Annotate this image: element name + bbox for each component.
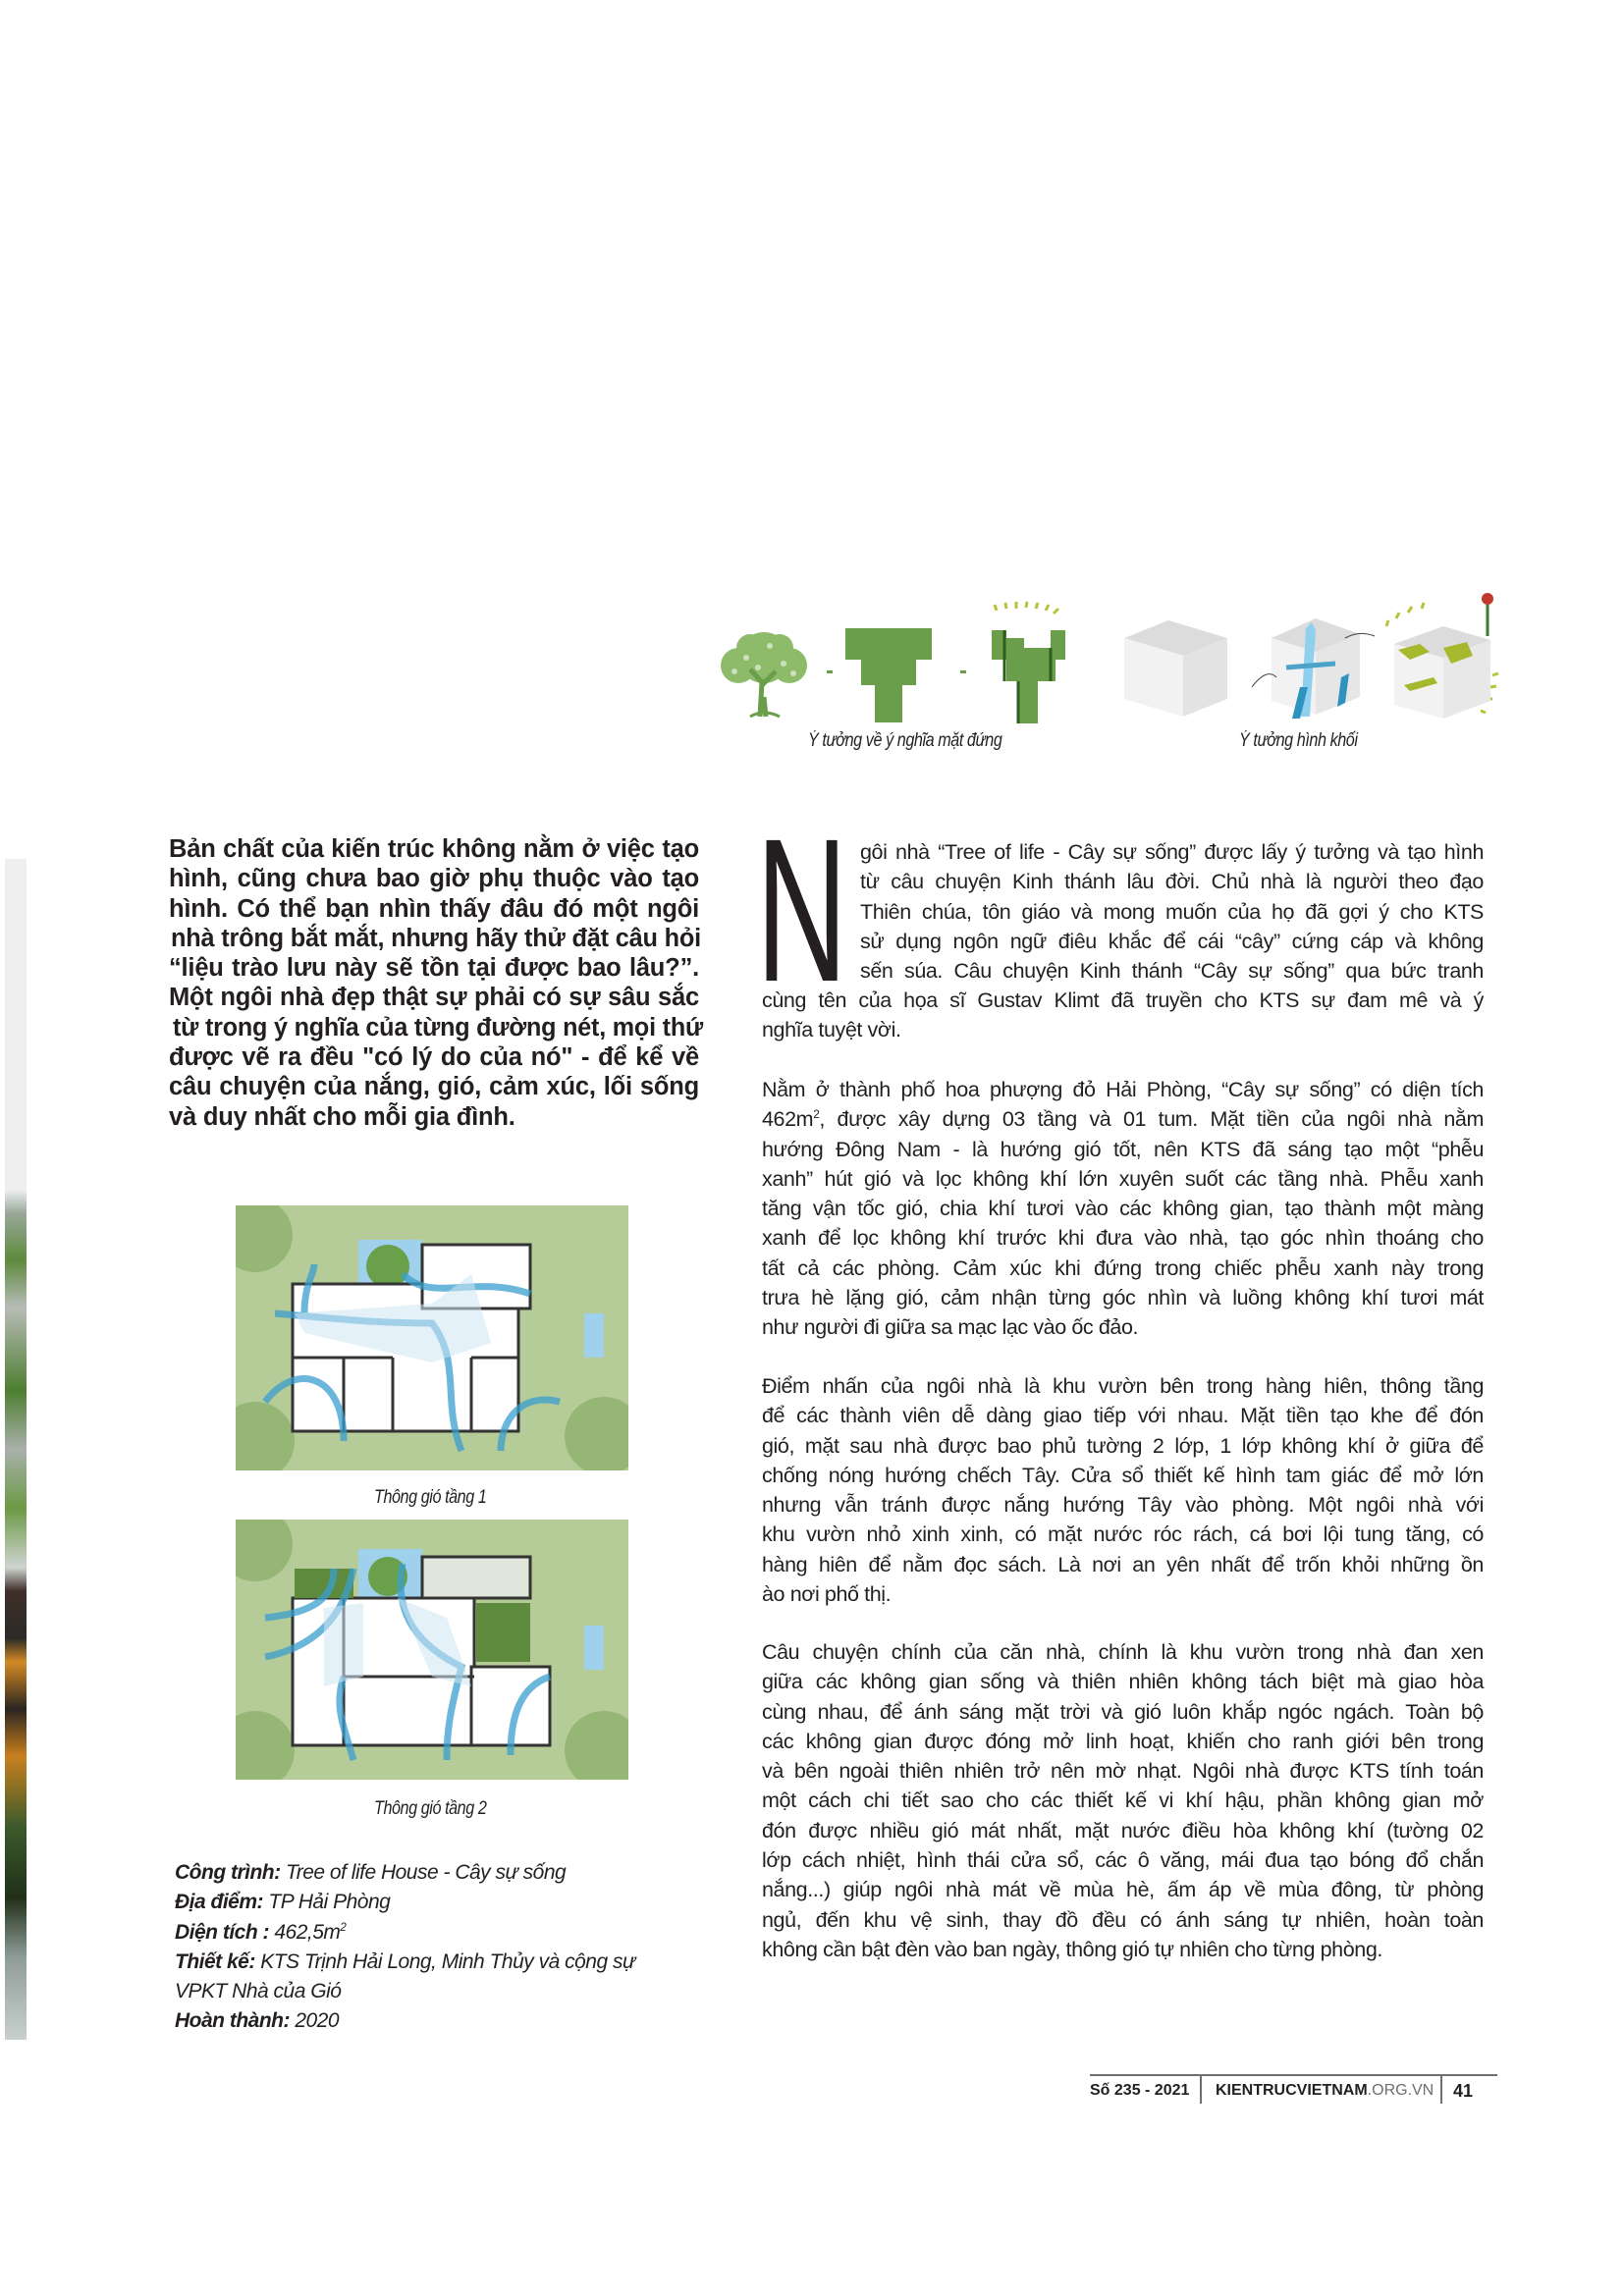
drop-cap: N <box>756 797 848 1025</box>
project-info <box>175 1858 635 2037</box>
article-line: và bên ngoài thiên nhiên trở nên mờ nhạt. Ngôi nhà được KTS tính toán <box>762 1759 1484 1784</box>
tree-illustration <box>711 628 817 721</box>
project-value: Tree of life House - Cây sự sống <box>280 1861 567 1884</box>
article-line: Thiên chúa, tôn giáo và mong muốn của họ đã gợi ý cho KTS <box>860 899 1484 924</box>
article-line: khu vườn nhỏ xinh xinh, có mặt nước róc rách, cá bơi lội tung tăng, có <box>762 1522 1484 1547</box>
article-line: gôi nhà “Tree of life - Cây sự sống” được lấy ý tưởng và tạo hình <box>860 840 1484 864</box>
article-line: cùng nhau, để ánh sáng mặt trời và gió luôn khắp ngóc ngách. Toàn bộ <box>762 1699 1484 1724</box>
article-line: nghĩa tuyệt vời. <box>762 1018 901 1042</box>
facade-idea-caption: Ý tưởng về ý nghĩa mặt đứng <box>808 730 1002 751</box>
pull-quote-line: Một ngôi nhà đẹp thật sự phải có sự sâu sắc <box>169 984 699 1012</box>
area-label: Diện tích : <box>175 1920 270 1944</box>
design-row <box>175 1948 635 1977</box>
article-line: xanh” hút gió và lọc không khí lớn xuyên suốt các tầng nhà. Phễu xanh <box>762 1166 1484 1191</box>
t-shape-illustration <box>839 626 938 722</box>
pull-quote-line: được vẽ ra đều "có lý do của nó" - để kể về <box>169 1043 699 1072</box>
area-superscript: 2 <box>813 1107 820 1122</box>
pull-quote-line: nhà trông bắt mắt, nhưng hãy thử đặt câu hỏi <box>171 924 701 952</box>
article-line: gió, mặt sau nhà được bao phủ tường 2 lớp, 1 lớp không khí ở giữa để <box>762 1433 1484 1458</box>
page-number: 41 <box>1453 2081 1474 2101</box>
design-label: Thiết kế: <box>175 1949 255 1973</box>
footer-divider <box>1200 2076 1202 2104</box>
pull-quote-line: hình, cũng chưa bao giờ phụ thuộc vào tạo <box>169 865 699 893</box>
area-row <box>175 1918 635 1948</box>
design-row-2: VPKT Nhà của Gió <box>175 1980 342 2003</box>
pull-quote-line: và duy nhất cho mỗi gia đình. <box>169 1102 515 1131</box>
article-paragraph-2 <box>762 1075 1484 1343</box>
article-line: ào nơi phố thị. <box>762 1582 892 1607</box>
ventilation-floor-1-plan <box>236 1205 628 1470</box>
article-line: nắng...) giúp ngôi nhà mát về mùa hè, ấm áp về mùa đông, từ phòng <box>762 1878 1484 1902</box>
pull-quote-line: “liệu trào lưu này sẽ tồn tại được bao lâu?”. <box>169 954 699 983</box>
article-line: từ câu chuyện Kinh thánh lâu đời. Chủ nhà là người theo đạo <box>860 870 1484 894</box>
cropped-photo-strip <box>5 859 27 2040</box>
article-line: hướng Đông Nam - là hướng gió tốt, nên KTS đã sáng tạo một “phễu <box>762 1137 1484 1161</box>
wind-massing-illustration <box>1247 609 1380 721</box>
location-row <box>175 1888 635 1917</box>
website-name-bold: KIENTRUCVIETNAM <box>1216 2082 1368 2099</box>
pull-quote <box>169 834 703 1132</box>
green-terrace-massing-illustration <box>1375 587 1522 724</box>
article-line: lớp cách nhiệt, hình thái cửa sổ, các ô văng, mái đua tạo bóng đổ chắn <box>762 1848 1484 1873</box>
article-line <box>762 1104 1484 1134</box>
article-line: sử dụng ngôn ngữ điêu khắc để cái “cây” cứng cáp và không <box>860 929 1484 953</box>
article-line: cùng tên của họa sĩ Gustav Klimt đã truyền cho KTS sự đam mê và ý <box>762 988 1484 1012</box>
project-label: Công trình: <box>175 1861 281 1884</box>
article-line: một cách chi tiết sao cho các thiết kế vi khí hậu, phần không gian mở <box>762 1789 1484 1813</box>
article-line: Điểm nhấn của ngôi nhà là khu vườn bên trong hàng hiên, thông tầng <box>762 1374 1484 1398</box>
article-line: giữa các không gian sống và thiên nhiên không tách biệt mà giao hòa <box>762 1670 1484 1694</box>
area-superscript: 2 <box>340 1921 347 1934</box>
article-line: Nằm ở thành phố hoa phượng đỏ Hải Phòng, “Cây sự sống” có diện tích <box>762 1078 1484 1101</box>
article-line: trưa hè lặng gió, cảm nhận từng góc nhìn và luồng không khí tươi mát <box>762 1286 1484 1310</box>
article-line: ngủ, đến khu vệ sinh, thay đồ đều có ánh sáng tự nhiên, hoàn toàn <box>762 1907 1484 1932</box>
location-value: TP Hải Phòng <box>263 1891 391 1914</box>
article-line: nhưng vẫn tránh được nắng hướng Tây vào phòng. Một ngôi nhà với <box>762 1493 1484 1518</box>
article-line: xanh để lọc không khí trước khi đưa vào nhà, tạo góc nhìn thoáng cho <box>762 1226 1484 1251</box>
area-number: 462m <box>762 1107 814 1132</box>
article-line: Câu chuyện chính của căn nhà, chính là khu vườn trong nhà đan xen <box>762 1640 1484 1664</box>
article-line: đón được nhiều gió mát nhất, mặt nước điều hòa không khí (tường 02 <box>762 1818 1484 1842</box>
article-line: để các thành viên dễ dàng giao tiếp với nhau. Mặt tiền tạo khe để đón <box>762 1404 1484 1428</box>
page-footer <box>1090 2074 1497 2115</box>
area-value: 462,5m <box>269 1920 341 1944</box>
pull-quote-line: từ trong ý nghĩa của từng đường nét, mọi thứ <box>173 1013 703 1041</box>
article-paragraph-1-rest <box>762 986 1484 1045</box>
article-line: sến súa. Câu chuyện Kinh thánh “Cây sự sống” qua bức tranh <box>860 959 1484 984</box>
equals-mark <box>827 670 833 673</box>
article-paragraph-3 <box>762 1371 1484 1609</box>
location-label: Địa điểm: <box>175 1891 264 1914</box>
article-line: không cần bật đèn vào ban ngày, thông gió tự nhiên cho từng phòng. <box>762 1937 1382 1961</box>
ventilation-floor-2-plan <box>236 1520 628 1780</box>
completed-label: Hoàn thành: <box>175 2009 290 2033</box>
article-line: chống nóng hướng chếch Tây. Cửa sổ thiết kế hình tam giác để mở lớn <box>762 1463 1484 1487</box>
article-paragraph-4 <box>762 1637 1484 1964</box>
website-domain: .ORG.VN <box>1367 2082 1435 2099</box>
facade-illustration <box>977 601 1080 723</box>
article-line: các không gian được đóng mở linh hoạt, khiến cho ranh giới bên trong <box>762 1729 1484 1753</box>
equals-mark <box>960 670 966 673</box>
completed-value: 2020 <box>289 2009 340 2033</box>
article-line: tăng vận tốc gió, chia khí tươi vào các không gian, tạo thành một màng <box>762 1197 1484 1221</box>
article-line-rest: , được xây dựng 03 tầng và 01 tum. Mặt tiền của ngôi nhà nằm <box>819 1107 1484 1132</box>
project-row <box>175 1858 635 1888</box>
website-name <box>1216 2082 1434 2100</box>
floor-2-caption: Thông gió tầng 2 <box>374 1798 487 1819</box>
article-line: hàng hiên để nằm đọc sách. Là nơi an yên nhất để trốn khỏi những ồn <box>762 1552 1484 1576</box>
pull-quote-line: hình. Có thể bạn nhìn thấy đâu đó một ngôi <box>169 894 699 923</box>
article-paragraph-1-indented <box>860 837 1484 986</box>
footer-divider <box>1440 2076 1442 2104</box>
article-line: như người đi giữa sa mạc lạc vào ốc đảo. <box>762 1315 1139 1340</box>
design-value: KTS Trịnh Hải Long, Minh Thủy và cộng sự <box>254 1949 635 1973</box>
floor-1-caption: Thông gió tầng 1 <box>374 1487 487 1508</box>
article-line: tất cả các phòng. Cảm xúc khi đứng trong chiếc phễu xanh này trong <box>762 1255 1484 1280</box>
massing-idea-caption: Ý tưởng hình khối <box>1239 730 1358 751</box>
pull-quote-line: câu chuyện của nắng, gió, cảm xúc, lối sống <box>169 1073 699 1101</box>
completed-row <box>175 2006 635 2036</box>
cube-massing-illustration <box>1119 609 1232 721</box>
pull-quote-line: Bản chất của kiến trúc không nằm ở việc tạo <box>169 835 699 863</box>
issue-number: Số 235 - 2021 <box>1090 2082 1190 2099</box>
